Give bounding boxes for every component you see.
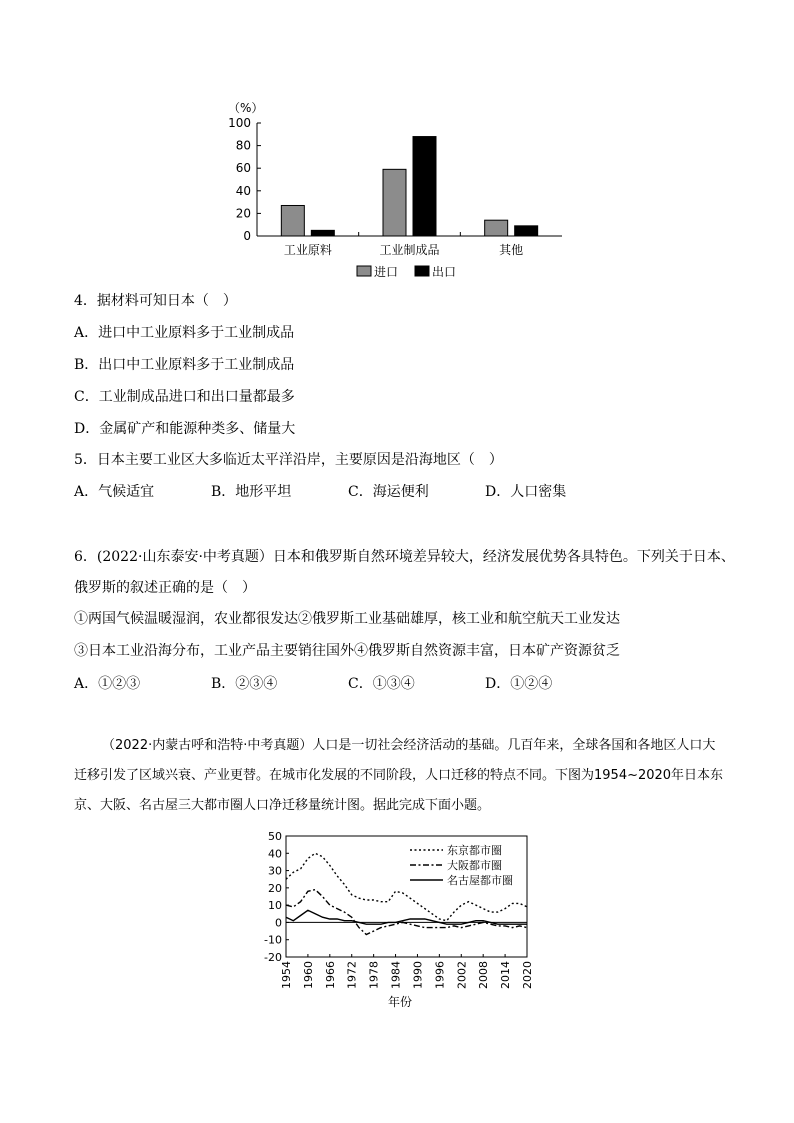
line-y-tick-label: 30: [268, 864, 282, 878]
bar-y-tick-label: 20: [235, 206, 251, 221]
question-5-option-c[interactable]: C．海运便利: [348, 484, 429, 500]
line-x-tick-label: 1978: [367, 961, 381, 989]
question-4-option-a[interactable]: A．进口中工业原料多于工业制成品: [74, 325, 295, 341]
line-y-tick-label: 10: [268, 899, 282, 913]
bar-export-0: [311, 230, 334, 236]
line-x-tick-label: 1972: [345, 961, 359, 989]
line-x-tick-label: 1990: [411, 961, 425, 989]
line-y-tick-label: 20: [268, 881, 282, 895]
legend-swatch-1: [415, 266, 429, 276]
line-legend-label-1: 大阪都市圈: [447, 859, 502, 872]
line-legend-label-2: 名古屋都市圈: [447, 874, 513, 887]
question-6-statements-3-4: ③日本工业沿海分布，工业产品主要销往国外④俄罗斯自然资源丰富，日本矿产资源贫乏: [74, 643, 620, 659]
question-4-option-c[interactable]: C．工业制成品进口和出口量都最多: [74, 389, 295, 405]
line-y-tick-label: -10: [264, 933, 282, 947]
line-y-tick-label: 0: [275, 916, 282, 930]
line-x-tick-label: 2008: [477, 961, 491, 989]
trade-structure-bar-chart: [220, 95, 580, 285]
bar-y-tick-label: 80: [235, 138, 251, 153]
line-x-tick-label: 1984: [389, 961, 403, 989]
bar-category-label: 工业制成品: [379, 243, 440, 257]
bar-y-tick-label: 40: [235, 183, 251, 198]
bar-import-0: [281, 205, 304, 236]
bar-category-label: 其他: [499, 243, 524, 257]
bar-y-tick-label: 100: [228, 116, 251, 130]
question-6-option-a[interactable]: A．①②③: [74, 676, 141, 692]
material-source: （2022·内蒙古呼和浩特·中考真题）: [102, 738, 313, 753]
question-4-option-d[interactable]: D．金属矿产和能源种类多、储量大: [74, 421, 296, 437]
question-5-option-b[interactable]: B．地形平坦: [211, 484, 292, 500]
line-y-tick-label: 50: [268, 830, 282, 843]
question-6-stem-line-1: 6．(2022·山东泰安·中考真题）日本和俄罗斯自然环境差异较大，经济发展优势各具特色。下列关于日本、: [74, 549, 735, 565]
legend-swatch-0: [357, 266, 371, 276]
legend-label-0: 进口: [374, 265, 399, 279]
question-6-option-d[interactable]: D．①②④: [485, 676, 553, 692]
line-x-axis-label: 年份: [387, 995, 413, 1009]
question-5-option-d[interactable]: D．人口密集: [485, 484, 567, 500]
question-6-option-c[interactable]: C．①③④: [348, 676, 415, 692]
question-6-option-b[interactable]: B．②③④: [211, 676, 278, 692]
bar-export-2: [515, 226, 538, 236]
material-text: 人口是一切社会经济活动的基础。几百年来，全球各国和各地区人口大迁移引发了区域兴衰、产业更替。在城市化发展的不同阶段，人口迁移的特点不同。下图为1954~2020年日本东京、大阪、名古屋三大都市圈人口净迁移量统计图。据此完成下面小题。: [74, 738, 724, 813]
line-x-tick-label: 2014: [499, 961, 513, 989]
bar-category-label: 工业原料: [283, 243, 332, 257]
legend-label-1: 出口: [432, 265, 457, 279]
bar-y-unit-label: （%）: [228, 101, 264, 115]
line-x-tick-label: 1996: [433, 961, 447, 989]
line-x-tick-label: 2020: [521, 961, 534, 989]
line-x-tick-label: 1966: [323, 961, 337, 989]
question-5-stem: 5．日本主要工业区大多临近太平洋沿岸，主要原因是沿海地区（ ）: [74, 452, 503, 468]
question-6-options: [74, 675, 724, 693]
line-y-tick-label: -20: [264, 951, 282, 964]
question-4-stem: 4．据材料可知日本（ ）: [74, 293, 237, 309]
question-5-option-a[interactable]: A．气候适宜: [74, 484, 155, 500]
question-5-options: [74, 483, 724, 501]
line-x-tick-label: 1960: [301, 961, 315, 989]
material-paragraph: [74, 731, 726, 821]
bar-y-tick-label: 0: [243, 229, 251, 243]
bar-import-2: [485, 220, 508, 236]
line-legend-label-0: 东京都市圈: [447, 844, 502, 857]
question-6-statements-1-2: ①两国气候温暖湿润，农业都很发达②俄罗斯工业基础雄厚，核工业和航空航天工业发达: [74, 611, 620, 627]
migration-line-chart: [250, 828, 540, 1013]
question-4-option-b[interactable]: B．出口中工业原料多于工业制成品: [74, 357, 295, 373]
question-6-stem-line-2: 俄罗斯的叙述正确的是（ ）: [74, 580, 256, 596]
bar-y-tick-label: 60: [235, 161, 251, 176]
bar-export-1: [413, 137, 436, 236]
line-y-tick-label: 40: [268, 847, 282, 861]
bar-import-1: [383, 169, 406, 236]
line-x-tick-label: 2002: [455, 961, 469, 989]
line-x-tick-label: 1954: [280, 961, 293, 989]
